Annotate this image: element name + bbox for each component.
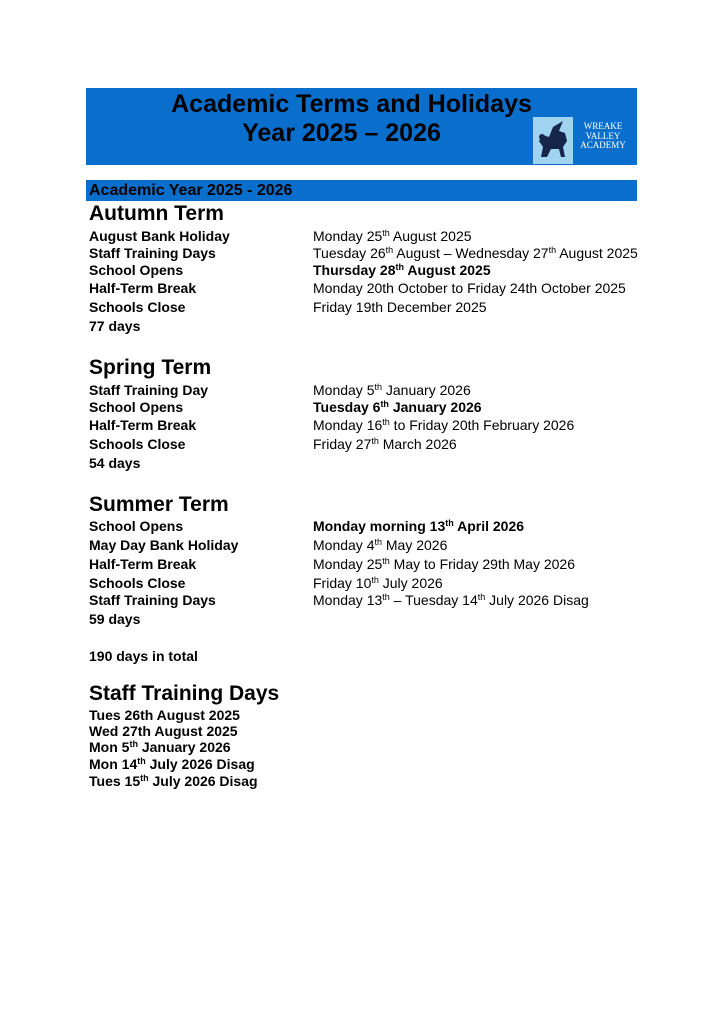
ordinal-suffix: th	[382, 556, 390, 566]
value-text: August 2025	[389, 228, 472, 244]
value-text: Thursday 28	[313, 262, 396, 278]
ordinal-suffix: th	[380, 399, 389, 409]
row-value	[313, 575, 443, 591]
term-heading: Summer Term	[89, 493, 229, 516]
value-text: Tuesday 6	[313, 399, 381, 415]
row-value	[313, 399, 482, 415]
row-label: Half-Term Break	[89, 280, 197, 296]
term-heading: Spring Term	[89, 356, 212, 379]
row-value	[313, 382, 471, 398]
training-day-item	[89, 707, 240, 723]
value-text: August 2025	[556, 245, 638, 261]
row-value	[313, 537, 447, 553]
academy-logo-text: WREAKE VALLEY ACADEMY	[580, 121, 626, 150]
value-text: Friday 27	[313, 436, 372, 452]
ordinal-suffix: th	[548, 245, 557, 255]
value-text: July 2026 Disag	[148, 773, 258, 789]
row-label: August Bank Holiday	[89, 228, 230, 244]
row-label: Half-Term Break	[89, 417, 197, 433]
training-day-item	[89, 773, 258, 789]
training-day-item	[89, 756, 255, 772]
value-text: April 2026	[453, 518, 525, 534]
value-text: Monday 25	[313, 228, 383, 244]
value-text: July 2026 Disag	[145, 756, 255, 772]
row-value	[313, 592, 589, 608]
value-text: Mon 14	[89, 756, 138, 772]
term-day-count: 77 days	[89, 318, 141, 334]
value-text: Friday 10	[313, 575, 372, 591]
row-label: School Opens	[89, 518, 184, 534]
value-text: July 2026 Disag	[485, 592, 589, 608]
ordinal-suffix: th	[445, 518, 454, 528]
ordinal-suffix: th	[374, 382, 382, 392]
row-value	[313, 262, 491, 278]
value-text: July 2026	[378, 575, 443, 591]
ordinal-suffix: th	[477, 592, 486, 602]
value-text: Friday 19th December 2025	[313, 299, 487, 315]
value-text: Monday 4	[313, 537, 375, 553]
value-text: Tues 26th August 2025	[89, 707, 240, 723]
row-label: Schools Close	[89, 299, 186, 315]
row-value	[313, 228, 472, 244]
row-label: School Opens	[89, 262, 184, 278]
value-text: May 2026	[382, 537, 448, 553]
term-day-count: 54 days	[89, 455, 141, 471]
term-heading: Autumn Term	[89, 202, 224, 225]
griffin-logo-icon	[533, 117, 573, 164]
title-banner	[86, 88, 637, 165]
row-label: May Day Bank Holiday	[89, 537, 239, 553]
value-text: August 2025	[403, 262, 491, 278]
row-label: Half-Term Break	[89, 556, 197, 572]
value-text: Monday 25	[313, 556, 383, 572]
value-text: January 2026	[382, 382, 471, 398]
value-text: March 2026	[378, 436, 457, 452]
ordinal-suffix: th	[395, 262, 404, 272]
value-text: January 2026	[388, 399, 482, 415]
training-day-item	[89, 723, 238, 739]
term-day-count: 59 days	[89, 611, 141, 627]
row-value	[313, 280, 626, 296]
total-days: 190 days in total	[89, 648, 198, 664]
row-label: Staff Training Day	[89, 382, 209, 398]
academic-year-heading: Academic Year 2025 - 2026	[86, 180, 637, 201]
ordinal-suffix: th	[137, 756, 146, 766]
value-text: Mon 5	[89, 739, 130, 755]
ordinal-suffix: th	[385, 245, 394, 255]
title-line-1: Academic Terms and Holidays	[171, 90, 532, 118]
value-text: Tues 15	[89, 773, 141, 789]
row-label: Schools Close	[89, 436, 186, 452]
value-text: Monday 5	[313, 382, 375, 398]
row-value	[313, 417, 574, 433]
row-value	[313, 556, 575, 572]
ordinal-suffix: th	[374, 537, 382, 547]
ordinal-suffix: th	[382, 417, 390, 427]
value-text: Monday 20th October to Friday 24th October 2025	[313, 280, 626, 296]
value-text: Tuesday 26	[313, 245, 386, 261]
row-label: Schools Close	[89, 575, 186, 591]
value-text: August – Wednesday 27	[393, 245, 549, 261]
staff-training-heading: Staff Training Days	[89, 682, 280, 705]
ordinal-suffix: th	[140, 773, 149, 783]
ordinal-suffix: th	[382, 592, 390, 602]
ordinal-suffix: th	[382, 228, 390, 238]
value-text: – Tuesday 14	[389, 592, 478, 608]
value-text: Monday 13	[313, 592, 383, 608]
row-label: School Opens	[89, 399, 184, 415]
value-text: May to Friday 29th May 2026	[389, 556, 575, 572]
ordinal-suffix: th	[129, 739, 138, 749]
ordinal-suffix: th	[371, 436, 379, 446]
title-line-2: Year 2025 – 2026	[242, 119, 441, 147]
row-value	[313, 518, 524, 534]
row-value	[313, 245, 638, 261]
row-label: Staff Training Days	[89, 245, 216, 261]
value-text: Monday 16	[313, 417, 383, 433]
ordinal-suffix: th	[371, 575, 379, 585]
value-text: to Friday 20th February 2026	[389, 417, 575, 433]
row-value	[313, 436, 457, 452]
value-text: Wed 27th August 2025	[89, 723, 238, 739]
value-text: January 2026	[137, 739, 231, 755]
training-day-item	[89, 739, 231, 755]
value-text: Monday morning 13	[313, 518, 446, 534]
row-value	[313, 299, 487, 315]
row-label: Staff Training Days	[89, 592, 216, 608]
